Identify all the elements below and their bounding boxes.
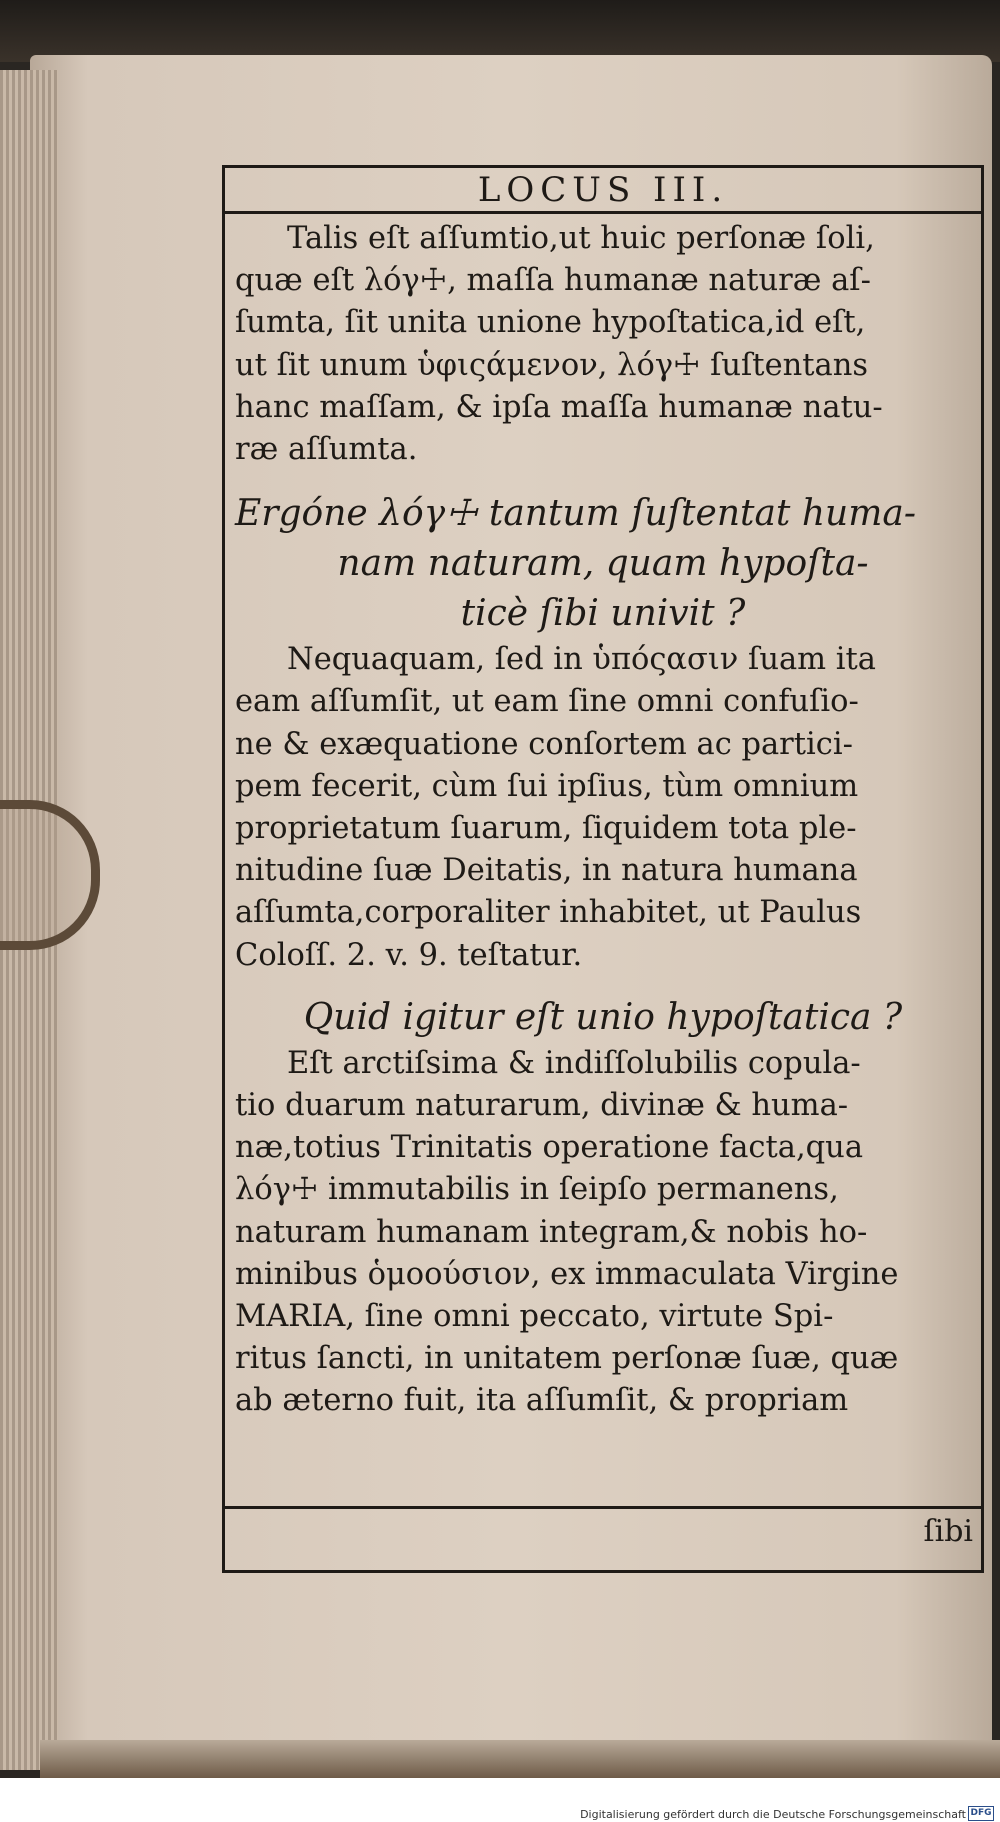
catchword: ſibi xyxy=(923,1514,973,1549)
paragraph-2 xyxy=(235,639,971,977)
text-line: Talis eſt aſſumtio,ut huic perſonæ ſoli, xyxy=(287,221,875,256)
text-line: proprietatum ſuarum, ſiquidem tota ple- xyxy=(235,811,857,847)
text-line: ritus ſancti, in unitatem perſonæ ſuæ, quæ xyxy=(235,1341,899,1377)
scan-background xyxy=(0,0,1000,62)
footer-credit: Digitalisierung gefördert durch die Deutsche Forschungsgemeinschaft xyxy=(580,1808,966,1821)
text-line: ne & exæquatione conſortem ac partici- xyxy=(235,726,853,762)
spacer xyxy=(235,977,971,993)
heading-line: Ergóne λόγ☩ tantum ſuſtentat huma- xyxy=(235,493,916,535)
text-line: minibus ὁμοούσιον, ex immaculata Virgine xyxy=(235,1256,899,1292)
question-heading-1 xyxy=(235,489,971,639)
text-frame xyxy=(222,165,984,1573)
text-line: Nequaquam, ſed in ὑπόςασιν ſuam ita xyxy=(287,642,876,678)
text-line: MARIA, ſine omni peccato, virtute Spi- xyxy=(235,1299,834,1335)
text-line: ſumta, ſit unita unione hypoſtatica,id eſt, xyxy=(235,305,866,341)
question-heading-2: Quid igitur eſt unio hypoſtatica ? xyxy=(303,996,903,1038)
bottom-rule xyxy=(225,1506,981,1509)
running-header xyxy=(225,168,981,214)
paragraph-1 xyxy=(235,218,971,471)
heading-line: nam naturam, quam hypoſta- xyxy=(337,543,869,585)
text-line: naturam humanam integram,& nobis ho- xyxy=(235,1214,868,1250)
heading-line: ticè ſibi univit ? xyxy=(460,593,746,635)
text-line: λόγ☩ immutabilis in ſeipſo permanens, xyxy=(235,1172,839,1208)
text-line: pem fecerit, cùm ſui ipſius, tùm omnium xyxy=(235,768,859,804)
text-line: aſſumta,corporaliter inhabitet, ut Paulus xyxy=(235,895,862,931)
text-line: ræ aſſumta. xyxy=(235,432,418,468)
text-line: næ,totius Trinitatis operatione facta,qua xyxy=(235,1130,864,1166)
text-line: Eſt arctiſsima & indiſſolubilis copula- xyxy=(287,1045,861,1081)
page-bottom-edge xyxy=(40,1740,1000,1778)
text-line: hanc maſſam, & ipſa maſſa humanæ natu- xyxy=(235,389,883,425)
page-body xyxy=(225,214,981,1423)
text-line: eam aſſumſit, ut eam ſine omni confuſio- xyxy=(235,684,859,720)
text-line: ut ſit unum ὑφιςάμενον, λόγ☩ ſuſtentans xyxy=(235,347,868,383)
dfg-logo-icon: DFG xyxy=(968,1806,994,1821)
header-title: LOCUS III. xyxy=(477,169,729,210)
text-line: quæ eſt λόγ☩, maſſa humanæ naturæ aſ- xyxy=(235,263,871,299)
paragraph-3 xyxy=(235,1043,971,1423)
text-line: nitudine ſuæ Deitatis, in natura humana xyxy=(235,853,858,889)
text-line: tio duarum naturarum, divinæ & huma- xyxy=(235,1088,849,1124)
text-line: ab æterno fuit, ita aſſumſit, & propriam xyxy=(235,1383,849,1419)
text-line: Coloſſ. 2. v. 9. teſtatur. xyxy=(235,937,583,973)
